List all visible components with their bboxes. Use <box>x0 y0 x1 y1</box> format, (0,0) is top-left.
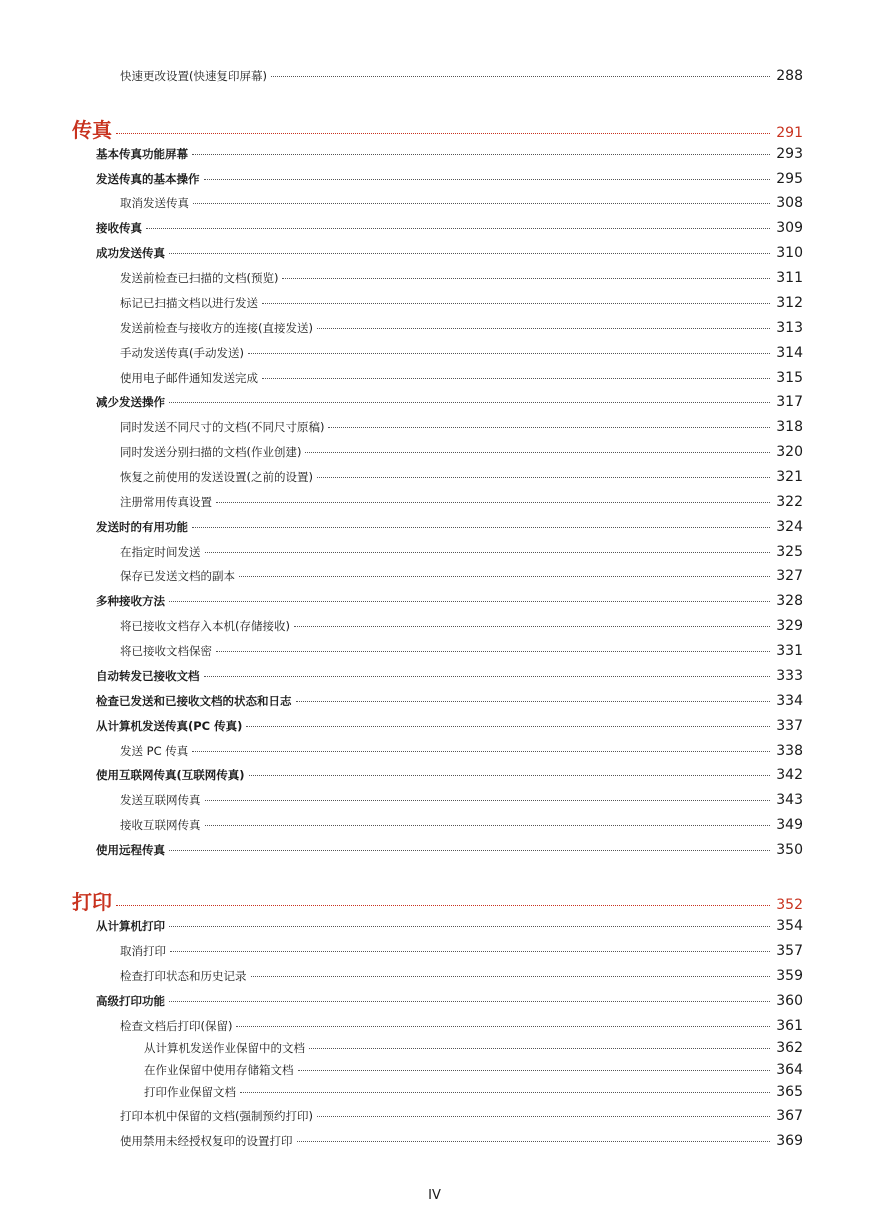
dot-leader <box>169 1001 770 1002</box>
toc-entry-title: 使用电子邮件通知发送完成 <box>120 371 258 385</box>
toc-entry-page-number: 288 <box>776 68 803 84</box>
toc-entry[interactable] <box>0 618 869 634</box>
dot-leader <box>317 328 770 329</box>
toc-entry-title: 发送互联网传真 <box>120 793 201 807</box>
toc-entry-page-number: 321 <box>776 469 803 485</box>
toc-entry-page-number: 311 <box>776 270 803 286</box>
toc-entry[interactable] <box>0 171 869 187</box>
dot-leader <box>216 651 770 652</box>
toc-entry-page-number: 350 <box>776 842 803 858</box>
toc-entry[interactable] <box>0 195 869 211</box>
toc-entry-page-number: 369 <box>776 1133 803 1149</box>
toc-entry-page-number: 333 <box>776 668 803 684</box>
toc-entry[interactable] <box>0 993 869 1009</box>
toc-entry-page-number: 318 <box>776 419 803 435</box>
toc-entry-title: 多种接收方法 <box>96 594 165 608</box>
toc-entry-title: 发送传真的基本操作 <box>96 172 200 186</box>
toc-entry-title: 接收传真 <box>96 221 142 235</box>
toc-entry-page-number: 317 <box>776 394 803 410</box>
toc-entry[interactable] <box>0 370 869 386</box>
toc-entry-title: 从计算机发送作业保留中的文档 <box>144 1041 305 1055</box>
toc-entry-title: 在作业保留中使用存储箱文档 <box>144 1063 294 1077</box>
toc-entry-page-number: 359 <box>776 968 803 984</box>
toc-entry-title: 将已接收文档保密 <box>120 644 212 658</box>
toc-entry-title: 使用禁用未经授权复印的设置打印 <box>120 1134 293 1148</box>
toc-entry-title: 注册常用传真设置 <box>120 495 212 509</box>
toc-entry-title: 同时发送分别扫描的文档(作业创建) <box>120 445 302 459</box>
toc-entry-title: 打印 <box>72 890 112 914</box>
toc-entry-title: 保存已发送文档的副本 <box>120 569 235 583</box>
dot-leader <box>297 1141 771 1142</box>
toc-entry-page-number: 337 <box>776 718 803 734</box>
toc-entry-page-number: 343 <box>776 792 803 808</box>
toc-entry-title: 快速更改设置(快速复印屏幕) <box>120 69 267 83</box>
toc-entry-page-number: 320 <box>776 444 803 460</box>
toc-entry-title: 接收互联网传真 <box>120 818 201 832</box>
toc-entry[interactable] <box>0 792 869 808</box>
toc-entry-title: 标记已扫描文档以进行发送 <box>120 296 258 310</box>
toc-entry-page-number: 349 <box>776 817 803 833</box>
toc-entry-page-number: 352 <box>776 897 803 913</box>
toc-entry[interactable] <box>0 469 869 485</box>
toc-entry[interactable] <box>0 419 869 435</box>
toc-entry[interactable] <box>0 519 869 535</box>
toc-entry[interactable] <box>0 270 869 286</box>
dot-leader <box>169 402 770 403</box>
dot-leader <box>271 76 770 77</box>
dot-leader <box>205 552 771 553</box>
dot-leader <box>317 1116 770 1117</box>
toc-entry-title: 取消打印 <box>120 944 166 958</box>
toc-entry-page-number: 291 <box>776 125 803 141</box>
toc-entry-page-number: 308 <box>776 195 803 211</box>
toc-entry-page-number: 310 <box>776 245 803 261</box>
toc-entry-title: 发送前检查与接收方的连接(直接发送) <box>120 321 313 335</box>
toc-entry[interactable] <box>0 394 869 410</box>
toc-entry-title: 将已接收文档存入本机(存储接收) <box>120 619 290 633</box>
toc-entry[interactable] <box>0 1108 869 1124</box>
toc-entry-page-number: 342 <box>776 767 803 783</box>
toc-entry-page-number: 338 <box>776 743 803 759</box>
dot-leader <box>251 976 771 977</box>
toc-entry-page-number: 312 <box>776 295 803 311</box>
toc-entry-title: 高级打印功能 <box>96 994 165 1008</box>
toc-entry[interactable] <box>0 320 869 336</box>
toc-entry[interactable] <box>0 1018 869 1034</box>
toc-entry[interactable] <box>0 494 869 510</box>
toc-entry-title: 检查文档后打印(保留) <box>120 1019 233 1033</box>
dot-leader <box>170 951 770 952</box>
toc-entry[interactable] <box>0 146 869 162</box>
toc-entry-title: 在指定时间发送 <box>120 545 201 559</box>
toc-entry-page-number: 325 <box>776 544 803 560</box>
toc-entry-page-number: 313 <box>776 320 803 336</box>
toc-entry[interactable] <box>0 718 869 734</box>
toc-entry-title: 手动发送传真(手动发送) <box>120 346 244 360</box>
toc-entry-title: 减少发送操作 <box>96 395 165 409</box>
toc-entry-page-number: 331 <box>776 643 803 659</box>
toc-entry[interactable] <box>0 643 869 659</box>
toc-entry[interactable] <box>0 444 869 460</box>
toc-entry-title: 检查已发送和已接收文档的状态和日志 <box>96 694 292 708</box>
dot-leader <box>116 133 770 134</box>
toc-entry-title: 从计算机打印 <box>96 919 165 933</box>
toc-entry-page-number: 362 <box>776 1040 803 1056</box>
toc-entry-title: 自动转发已接收文档 <box>96 669 200 683</box>
dot-leader <box>249 775 771 776</box>
toc-entry-page-number: 364 <box>776 1062 803 1078</box>
toc-entry-page-number: 357 <box>776 943 803 959</box>
toc-entry[interactable] <box>0 345 869 361</box>
dot-leader <box>236 1026 770 1027</box>
toc-entry[interactable] <box>0 1040 869 1056</box>
dot-leader <box>296 701 771 702</box>
toc-entry[interactable] <box>0 968 869 984</box>
toc-entry[interactable] <box>0 220 869 236</box>
toc-entry-title: 打印本机中保留的文档(强制预约打印) <box>120 1109 313 1123</box>
toc-entry[interactable] <box>0 693 869 709</box>
dot-leader <box>282 278 770 279</box>
dot-leader <box>262 303 770 304</box>
dot-leader <box>328 427 770 428</box>
toc-entry-page-number: 360 <box>776 993 803 1009</box>
dot-leader <box>248 353 770 354</box>
dot-leader <box>169 601 770 602</box>
dot-leader <box>309 1048 770 1049</box>
dot-leader <box>205 825 771 826</box>
toc-entry-title: 发送 PC 传真 <box>120 744 189 758</box>
dot-leader <box>116 905 770 906</box>
toc-entry[interactable] <box>0 1084 869 1100</box>
toc-entry-title: 检查打印状态和历史记录 <box>120 969 247 983</box>
dot-leader <box>204 676 771 677</box>
dot-leader <box>192 527 770 528</box>
dot-leader <box>262 378 770 379</box>
toc-entry-page-number: 322 <box>776 494 803 510</box>
toc-entry-page-number: 367 <box>776 1108 803 1124</box>
toc-entry[interactable] <box>0 743 869 759</box>
toc-chapter-entry[interactable] <box>0 886 869 915</box>
toc-entry[interactable] <box>0 593 869 609</box>
toc-entry-page-number: 361 <box>776 1018 803 1034</box>
toc-entry-page-number: 329 <box>776 618 803 634</box>
dot-leader <box>216 502 770 503</box>
dot-leader <box>146 228 770 229</box>
toc-entry-page-number: 334 <box>776 693 803 709</box>
toc-entry-title: 从计算机发送传真(PC 传真) <box>96 719 243 733</box>
toc-entry-page-number: 327 <box>776 568 803 584</box>
dot-leader <box>205 800 771 801</box>
toc-entry-page-number: 354 <box>776 918 803 934</box>
toc-entry[interactable] <box>0 568 869 584</box>
dot-leader <box>239 576 770 577</box>
dot-leader <box>192 751 770 752</box>
toc-entry-title: 同时发送不同尺寸的文档(不同尺寸原稿) <box>120 420 325 434</box>
dot-leader <box>294 626 770 627</box>
toc-entry-title: 打印作业保留文档 <box>144 1085 236 1099</box>
toc-entry-page-number: 328 <box>776 593 803 609</box>
toc-entry-page-number: 365 <box>776 1084 803 1100</box>
toc-entry[interactable] <box>0 68 869 84</box>
toc-entry-title: 传真 <box>72 118 112 142</box>
dot-leader <box>169 850 770 851</box>
dot-leader <box>169 253 770 254</box>
toc-entry[interactable] <box>0 1062 869 1078</box>
dot-leader <box>298 1070 771 1071</box>
toc-entry[interactable] <box>0 842 869 858</box>
toc-entry-title: 发送时的有用功能 <box>96 520 188 534</box>
toc-chapter-entry[interactable] <box>0 114 869 143</box>
dot-leader <box>305 452 770 453</box>
toc-entry[interactable] <box>0 1133 869 1149</box>
toc-entry-page-number: 315 <box>776 370 803 386</box>
toc-entry[interactable] <box>0 918 869 934</box>
toc-entry-title: 基本传真功能屏幕 <box>96 147 188 161</box>
toc-entry-page-number: 324 <box>776 519 803 535</box>
toc-entry[interactable] <box>0 295 869 311</box>
toc-entry-page-number: 295 <box>776 171 803 187</box>
toc-entry[interactable] <box>0 544 869 560</box>
toc-entry-title: 使用远程传真 <box>96 843 165 857</box>
dot-leader <box>204 179 771 180</box>
toc-entry[interactable] <box>0 817 869 833</box>
dot-leader <box>192 154 770 155</box>
toc-entry-page-number: 309 <box>776 220 803 236</box>
toc-entry[interactable] <box>0 668 869 684</box>
toc-entry[interactable] <box>0 245 869 261</box>
toc-entry-title: 使用互联网传真(互联网传真) <box>96 768 245 782</box>
dot-leader <box>169 926 770 927</box>
toc-entry-page-number: 293 <box>776 146 803 162</box>
toc-entry[interactable] <box>0 943 869 959</box>
toc-entry-page-number: 314 <box>776 345 803 361</box>
dot-leader <box>193 203 770 204</box>
dot-leader <box>317 477 770 478</box>
dot-leader <box>240 1092 770 1093</box>
toc-entry[interactable] <box>0 767 869 783</box>
dot-leader <box>246 726 770 727</box>
toc-entry-title: 取消发送传真 <box>120 196 189 210</box>
page-number: IV <box>428 1188 441 1203</box>
toc-entry-title: 发送前检查已扫描的文档(预览) <box>120 271 279 285</box>
toc-entry-title: 恢复之前使用的发送设置(之前的设置) <box>120 470 313 484</box>
toc-entry-title: 成功发送传真 <box>96 246 165 260</box>
